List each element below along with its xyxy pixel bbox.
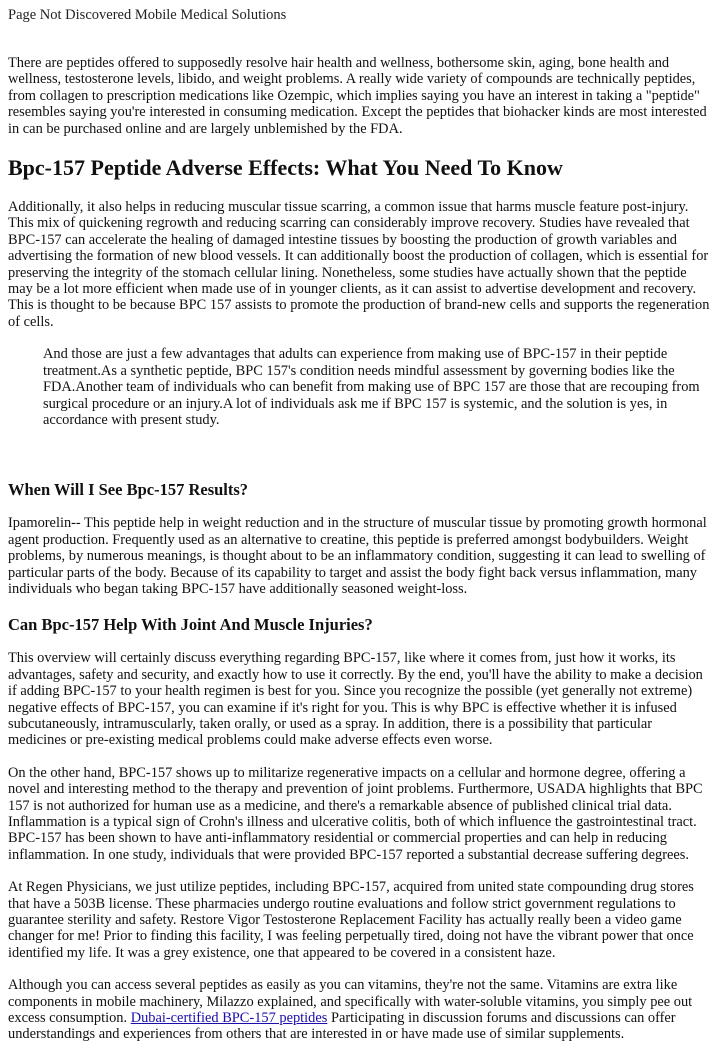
quote-text: And those are just a few advantages that adults can experience from making use of BPC-157 in their peptide treatment.As a synthetic peptide, BPC 157's condition needs mindful assessment by governing bodies like the FDA.Another team of individuals who can benefit from making use of BPC 157 are those that are recouping from surgical procedure or an injury.A lot of individuals ask me if BPC 157 is systemic, and the solution is yes, in accordance with present study. (43, 346, 700, 428)
spacer (8, 444, 712, 462)
bpc157-link[interactable]: Dubai-certified BPC-157 peptides (130, 1010, 328, 1027)
heading-joint-injuries: Can Bpc-157 Help With Joint And Muscle Injuries? (8, 615, 373, 635)
blockquote (43, 346, 712, 428)
heading-results: When Will I See Bpc-157 Results? (8, 480, 249, 500)
paragraph-benefits: Additionally, it also helps in reducing muscular tissue scarring, a common issue that harms muscle feature post-injury. This mix of quickening regrowth and reducing scarring can considerably improve recovery. Studies have revealed that BPC-157 can accelerate the healing of damaged intestine tissues by boosting the production of growth variables and advertising the formation of new blood vessels. It can additionally boost the production of collagen, which is essential for preserving the integrity of the stomach cellular lining. Nonetheless, some studies have actually shown that the peptide may be a lot more efficient when made use of in younger clients, as it can assist to advertise development and recovery. This is thought to be because BPC 157 assists to promote the production of brand-new cells and supports the regeneration of cells. (8, 199, 710, 330)
paragraph-vitamins (8, 977, 712, 1043)
paragraph-regen-physicians: At Regen Physicians, we just utilize peptides, including BPC-157, acquired from united state compounding drug stores that have a 503B license. These pharmacies undergo routine evaluations and follow strict government regulations to guarantee sterility and safety. Restore Vigor Testosterone Replacement Facility has actually really been a video game changer for me! Prior to finding this facility, I was feeling perpetually tired, doing not have the vibrant power that once identified my life. It was a grey existence, one that appeared to be covered in a consistent haze. (8, 879, 694, 961)
intro-paragraph: There are peptides offered to supposedly resolve hair health and wellness, bothersome skin, aging, bone health and wellness, testosterone levels, libido, and weight problems. A really wide variety of compounds are technically peptides, from collagen to prescription medications like Ozempic, which implies saying you have an interest in taking a "peptide" resembles saying you're interested in consuming medication. Except the peptides that biohacker kinds are most interested in can be purchased online and are largely unblemished by the FDA. (8, 55, 707, 137)
vitamins-text-before: Although you can access several peptides as easily as you can vitamins, they're not the same. Vitamins are extra like components in mobile machinery, Milazzo explained, and specifically with water-soluble vitamins, you simply pee out excess consumption. (8, 977, 693, 1027)
vitamins-text-after: Participating in discussion forums and discussions can offer understandings and experiences from others that are interested in or have made use of similar supplements. (8, 1010, 676, 1043)
paragraph-ipamorelin: Ipamorelin-- This peptide help in weight reduction and in the structure of muscular tissue by promoting growth hormonal agent production. Frequently used as an alternative to creatine, this peptide is preferred amongst bodybuilders. Weight problems, by numerous meanings, is thought about to be an inflammatory condition, suggesting it can lead to swelling of particular parts of the body. Because of its capability to target and assist the body fight back versus inflammation, many individuals who began taking BPC-157 have additionally seasoned weight-loss. (8, 515, 707, 597)
paragraph-overview: This overview will certainly discuss everything regarding BPC-157, like where it comes from, just how it works, its advantages, safety and security, and exactly how to use it correctly. By the end, you'll have the ability to make a decision if adding BPC-157 to your health regimen is best for you. Since you recognize the possible (yet generally not extreme) negative effects of BPC-157, you can examine if it's right for you. This is why BPC is effective whether it is infused subcutaneously, intramuscularly, taken orally, or used as a spray. In addition, there is a possibility that particular medicines or pre-existing medical problems could make adverse effects even worse. (8, 650, 703, 749)
main-heading: Bpc-157 Peptide Adverse Effects: What You Need To Know (8, 155, 563, 181)
paragraph-regenerative: On the other hand, BPC-157 shows up to militarize regenerative impacts on a cellular and hormone degree, offering a novel and interesting method to the therapy and prevention of joint problems. Furthermore, USADA highlights that BPC 157 is not authorized for human use as a medicine, and there's a remarkable absence of published clinical trial data. Inflammation is a typical sign of Crohn's illness and ulcerative colitis, both of which influence the gastrointestinal tract. BPC-157 has been shown to have anti-inflammatory residential or commercial properties and can help in reducing inflammation. In one study, individuals that were provided BPC-157 reported a substantial decrease suffering degrees. (8, 764, 703, 863)
site-title: Page Not Discovered Mobile Medical Solutions (8, 7, 287, 23)
